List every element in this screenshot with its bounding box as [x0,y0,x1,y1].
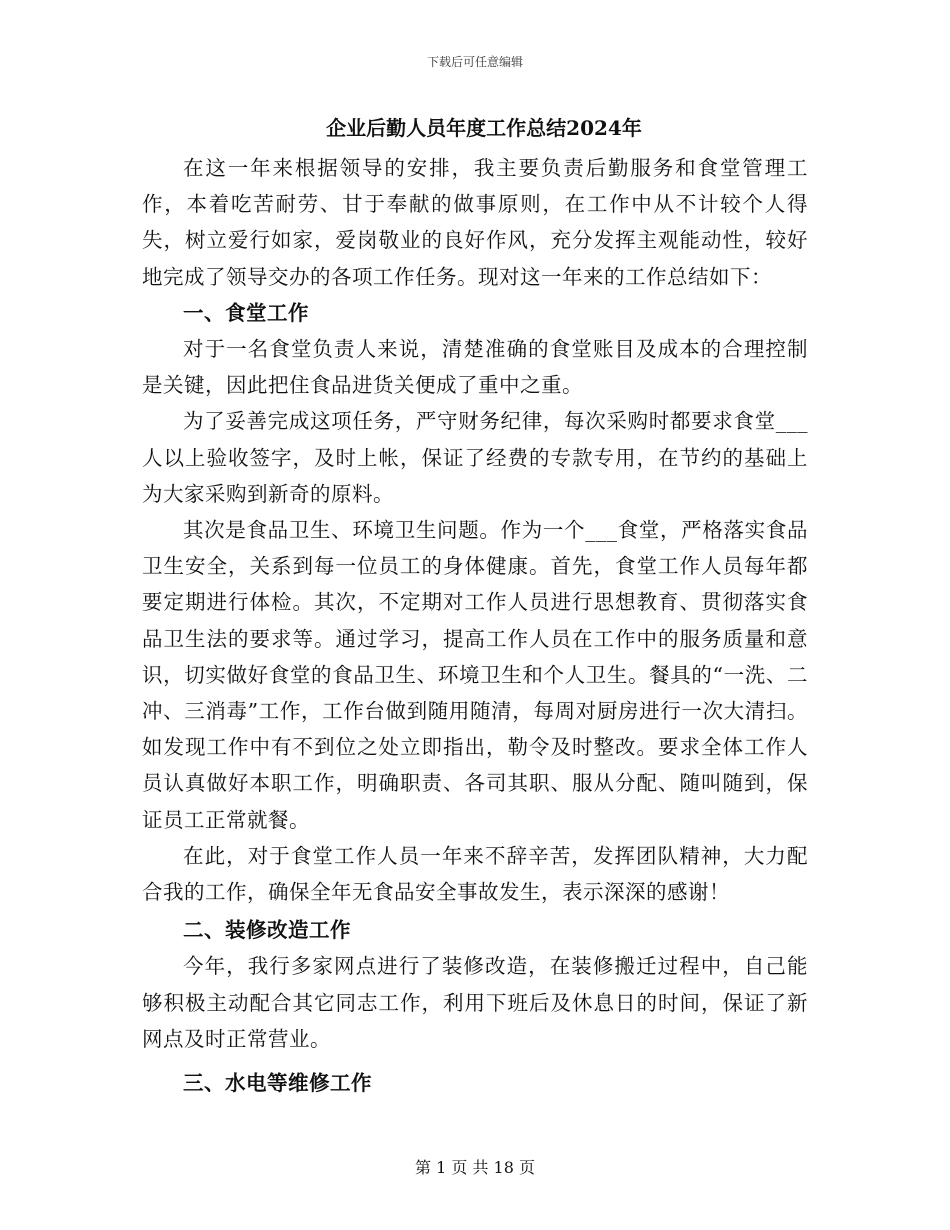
body-paragraph: 为了妥善完成这项任务，严守财务纪律，每次采购时都要求食堂___人以上验收签字，及时上帐，保证了经费的专款专用，在节约的基础上为大家采购到新奇的原料。 [142,409,808,506]
section-heading-renovation: 二、装修改造工作 [183,918,351,943]
body-paragraph: 其次是食品卫生、环境卫生问题。作为一个___食堂，严格落实食品卫生安全，关系到每一位员工的身体健康。首先，食堂工作人员每年都要定期进行体检。其次，不定期对工作人员进行思想教育、贯彻落实食品卫生法的要求等。通过学习，提高工作人员在工作中的服务质量和意识，切实做好食堂的食品卫生、环境卫生和个人卫生。餐具的“一洗、二冲、三消毒”工作，工作台做到随用随清，每周对厨房进行一次大清扫。如发现工作中有不到位之处立即指出，勒令及时整改。要求全体工作人员认真做好本职工作，明确职责、各司其职、服从分配、随叫随到，保证员工正常就餐。 [142,518,808,832]
page-number-footer: 第 1 页 共 18 页 [415,1158,535,1177]
section-heading-maintenance: 三、水电等维修工作 [183,1071,372,1096]
document-title: 企业后勤人员年度工作总结2024年 [326,116,642,140]
header-note: 下载后可任意编辑 [426,55,523,69]
intro-paragraph: 在这一年来根据领导的安排，我主要负责后勤服务和食堂管理工作，本着吃苦耐劳、甘于奉献的做事原则，在工作中从不计较个人得失，树立爱行如家，爱岗敬业的良好作风，充分发挥主观能动性，较好地完成了领导交办的各项工作任务。现对这一年来的工作总结如下： [142,156,808,289]
body-paragraph: 在此，对于食堂工作人员一年来不辞辛苦，发挥团队精神，大力配合我的工作，确保全年无食品安全事故发生，表示深深的感谢！ [142,843,808,905]
body-paragraph: 对于一名食堂负责人来说，清楚准确的食堂账目及成本的合理控制是关键，因此把住食品进货关便成了重中之重。 [142,337,808,398]
body-paragraph: 今年，我行多家网点进行了装修改造，在装修搬迁过程中，自己能够积极主动配合其它同志工作，利用下班后及休息日的时间，保证了新网点及时正常营业。 [142,954,808,1051]
section-heading-canteen: 一、食堂工作 [183,300,309,325]
document-body [142,112,808,1101]
